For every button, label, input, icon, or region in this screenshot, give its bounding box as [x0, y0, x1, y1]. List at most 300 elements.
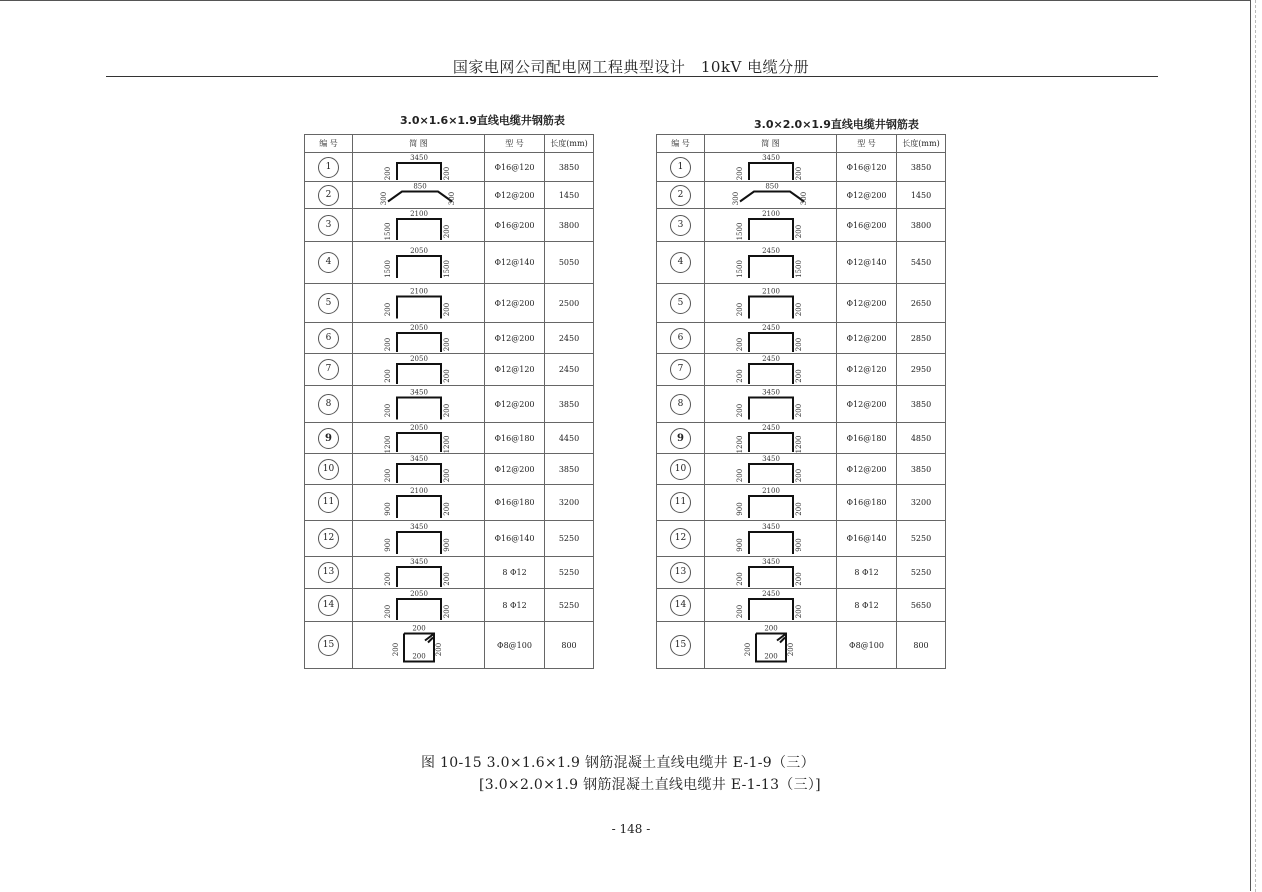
bar-number-circle: 1: [318, 157, 339, 178]
table-title-right: 3.0×2.0×1.9直线电缆井钢筋表: [754, 118, 919, 131]
cell-length: 2500: [545, 284, 594, 323]
dimension-label: 3450: [761, 388, 780, 396]
cell-spec: Φ12@120: [837, 354, 897, 386]
dimension-label: 1200: [794, 435, 803, 453]
dimension-label: 2450: [761, 589, 780, 598]
table-row: [657, 209, 946, 242]
rebar-sketch: [354, 285, 484, 322]
rebar-sketch: [354, 387, 484, 422]
table-row: [305, 521, 594, 557]
col-header-spec: 型 号: [485, 135, 545, 153]
cell-spec: Φ12@200: [485, 454, 545, 485]
cell-spec: Φ12@200: [837, 284, 897, 323]
rebar-sketch: [354, 324, 484, 353]
dimension-label: 200: [442, 368, 451, 383]
cell-number: [657, 423, 705, 454]
dimension-label: 3450: [409, 557, 428, 566]
dimension-label: 2100: [409, 486, 428, 495]
cell-number: [305, 485, 353, 521]
cell-number: [305, 182, 353, 209]
figure-caption-line2: [3.0×2.0×1.9 钢筋混凝土直线电缆井 E-1-13（三）]: [479, 777, 821, 793]
dimension-label: 850: [412, 182, 427, 190]
bar-number-circle: 15: [318, 635, 339, 656]
cell-number: [657, 182, 705, 209]
cell-length: 3800: [545, 209, 594, 242]
col-header-sketch: 简 图: [353, 135, 485, 153]
dimension-label: 3450: [409, 454, 428, 463]
rebar-sketch: [354, 355, 484, 385]
rebar-sketch: [354, 210, 484, 241]
dimension-label: 200: [794, 368, 803, 383]
rebar-sketch: [706, 324, 836, 353]
rebar-shape-line: [397, 433, 441, 452]
bar-number-circle: 4: [318, 252, 339, 273]
col-header-no: 编 号: [657, 135, 705, 153]
cell-number: [657, 386, 705, 423]
dimension-label: 2100: [409, 287, 428, 295]
dimension-label: 200: [735, 403, 744, 417]
col-header-length: 长度(mm): [897, 135, 946, 153]
cell-sketch: [353, 589, 485, 622]
cell-spec: Φ12@200: [837, 182, 897, 209]
dimension-label: 3450: [761, 454, 780, 463]
cell-number: [657, 153, 705, 182]
dimension-label: 200: [794, 501, 803, 516]
cell-sketch: [705, 557, 837, 589]
table-row: [657, 557, 946, 589]
dimension-label: 200: [794, 468, 803, 482]
dimension-label: 200: [442, 166, 451, 180]
table-row: [657, 284, 946, 323]
cell-length: 800: [545, 622, 594, 669]
dimension-label: 1200: [735, 435, 744, 453]
dimension-label: 200: [743, 642, 752, 656]
dimension-label: 900: [383, 537, 392, 552]
cell-spec: Φ12@120: [485, 354, 545, 386]
rebar-sketch: [706, 486, 836, 520]
rebar-shape-line: [397, 333, 441, 352]
cell-number: [305, 423, 353, 454]
bar-number-circle: 7: [670, 359, 691, 380]
rebar-shape-line: [749, 397, 793, 419]
dimension-label: 200: [383, 571, 392, 586]
cell-spec: Φ16@140: [837, 521, 897, 557]
dimension-label: 200: [735, 468, 744, 482]
rebar-shape-line: [397, 599, 441, 620]
cell-number: [305, 622, 353, 669]
rebar-shape-line: [397, 163, 441, 180]
cell-sketch: [353, 323, 485, 354]
dimension-label: 200: [383, 604, 392, 618]
cell-sketch: [353, 423, 485, 454]
table-row: [305, 386, 594, 423]
bar-number-circle: 8: [670, 394, 691, 415]
dimension-label: 200: [442, 403, 451, 417]
cell-sketch: [353, 485, 485, 521]
dimension-label: 900: [794, 537, 803, 552]
dimension-label: 200: [735, 337, 744, 351]
table-row: [657, 521, 946, 557]
cell-sketch: [353, 242, 485, 284]
cell-length: 3200: [545, 485, 594, 521]
col-header-no: 编 号: [305, 135, 353, 153]
header-rule: [106, 76, 1158, 77]
bar-number-circle: 7: [318, 359, 339, 380]
dimension-label: 200: [794, 604, 803, 618]
document-header: 国家电网公司配电网工程典型设计 10kV 电缆分册: [452, 58, 810, 76]
rebar-shape-line: [388, 191, 452, 201]
cell-number: [305, 454, 353, 485]
dimension-label: 200: [735, 166, 744, 180]
cell-length: 5250: [545, 521, 594, 557]
rebar-shape-line: [397, 496, 441, 518]
cell-length: 5450: [897, 242, 946, 284]
dimension-label: 3450: [409, 153, 428, 162]
table-row: [657, 622, 946, 669]
rebar-sketch: [354, 424, 484, 453]
cell-sketch: [705, 454, 837, 485]
bar-number-circle: 1: [670, 157, 691, 178]
cell-number: [657, 622, 705, 669]
cell-sketch: [353, 209, 485, 242]
table-row: [657, 323, 946, 354]
dimension-label: 200: [794, 302, 803, 316]
bar-number-circle: 9: [318, 428, 339, 449]
binding-dashed-line: [1255, 0, 1256, 892]
dimension-label: 3450: [761, 522, 780, 531]
dimension-label: 1500: [383, 259, 392, 278]
table-row: [305, 323, 594, 354]
rebar-sketch: [354, 558, 484, 588]
dimension-label: 200: [383, 166, 392, 180]
dimension-label: 200: [794, 224, 803, 238]
bar-number-circle: 13: [318, 562, 339, 583]
cell-number: [657, 557, 705, 589]
cell-length: 3850: [897, 386, 946, 423]
rebar-sketch: [706, 183, 836, 208]
cell-spec: Φ16@200: [485, 209, 545, 242]
cell-number: [657, 485, 705, 521]
table-row: [657, 386, 946, 423]
table-row: [305, 182, 594, 209]
rebar-table-left: [304, 134, 594, 669]
table-row: [305, 622, 594, 669]
rebar-sketch: [706, 522, 836, 556]
rebar-sketch: [354, 486, 484, 520]
cell-spec: Φ12@200: [485, 386, 545, 423]
cell-length: 4850: [897, 423, 946, 454]
cell-spec: 8 Φ12: [837, 589, 897, 622]
table-row: [305, 423, 594, 454]
rebar-shape-line: [749, 567, 793, 587]
cell-spec: Φ12@200: [837, 386, 897, 423]
table-header-row: [305, 135, 594, 153]
rebar-sketch: [354, 243, 484, 283]
rebar-sketch: [706, 285, 836, 322]
bar-number-circle: 6: [318, 328, 339, 349]
dimension-label: 1500: [735, 259, 744, 278]
cell-spec: Φ8@100: [485, 622, 545, 669]
cell-spec: Φ12@140: [485, 242, 545, 284]
table-row: [657, 242, 946, 284]
dimension-label: 200: [763, 652, 778, 660]
rebar-shape-line: [749, 532, 793, 554]
table-row: [657, 485, 946, 521]
rebar-shape-line: [749, 163, 793, 180]
table-row: [657, 153, 946, 182]
cell-sketch: [353, 153, 485, 182]
table-row: [657, 423, 946, 454]
dimension-label: 200: [442, 224, 451, 238]
dimension-label: 200: [383, 368, 392, 383]
bar-number-circle: 12: [670, 528, 691, 549]
cell-sketch: [353, 182, 485, 209]
bar-number-circle: 12: [318, 528, 339, 549]
table-row: [305, 153, 594, 182]
cell-length: 5250: [897, 521, 946, 557]
dimension-label: 200: [442, 337, 451, 351]
cell-spec: Φ16@180: [837, 485, 897, 521]
cell-number: [305, 386, 353, 423]
dimension-label: 200: [442, 571, 451, 586]
cell-number: [305, 284, 353, 323]
dimension-label: 3450: [761, 557, 780, 566]
cell-sketch: [705, 284, 837, 323]
cell-length: 2450: [545, 354, 594, 386]
col-header-spec: 型 号: [837, 135, 897, 153]
rebar-sketch: [354, 522, 484, 556]
cell-sketch: [353, 354, 485, 386]
cell-length: 1450: [897, 182, 946, 209]
table-row: [305, 354, 594, 386]
rebar-shape-line: [749, 464, 793, 483]
cell-spec: 8 Φ12: [485, 589, 545, 622]
rebar-shape-line: [397, 219, 441, 240]
cell-number: [305, 242, 353, 284]
cell-length: 1450: [545, 182, 594, 209]
cell-sketch: [705, 242, 837, 284]
rebar-shape-line: [749, 496, 793, 518]
cell-sketch: [705, 182, 837, 209]
cell-length: 3850: [545, 454, 594, 485]
cell-spec: Φ16@180: [837, 423, 897, 454]
dimension-label: 200: [735, 571, 744, 586]
rebar-sketch: [706, 590, 836, 621]
cell-spec: Φ12@200: [485, 182, 545, 209]
rebar-shape-line: [397, 532, 441, 554]
dimension-label: 2450: [761, 246, 780, 255]
rebar-sketch: [706, 455, 836, 484]
dimension-label: 1500: [442, 259, 451, 278]
dimension-label: 200: [735, 604, 744, 618]
bar-number-circle: 15: [670, 635, 691, 656]
dimension-label: 2050: [409, 246, 428, 255]
rebar-shape-line: [749, 256, 793, 278]
table-title-left: 3.0×1.6×1.9直线电缆井钢筋表: [400, 114, 565, 127]
dimension-label: 200: [383, 302, 392, 316]
rebar-sketch: [706, 387, 836, 422]
rebar-shape-line: [749, 219, 793, 240]
cell-number: [305, 323, 353, 354]
dimension-label: 3450: [409, 522, 428, 531]
rebar-sketch: [706, 243, 836, 283]
cell-number: [305, 153, 353, 182]
cell-spec: Φ12@200: [485, 284, 545, 323]
bar-number-circle: 9: [670, 428, 691, 449]
cell-length: 2650: [897, 284, 946, 323]
cell-spec: Φ12@200: [485, 323, 545, 354]
cell-length: 5250: [545, 589, 594, 622]
dimension-label: 200: [794, 337, 803, 351]
cell-number: [657, 284, 705, 323]
dimension-label: 1500: [383, 222, 392, 240]
cell-sketch: [353, 557, 485, 589]
cell-length: 3850: [897, 153, 946, 182]
bar-number-circle: 3: [670, 215, 691, 236]
cell-spec: Φ8@100: [837, 622, 897, 669]
dimension-label: 3450: [409, 388, 428, 396]
rebar-shape-line: [749, 599, 793, 620]
cell-length: 3850: [897, 454, 946, 485]
cell-spec: Φ16@180: [485, 485, 545, 521]
dimension-label: 200: [735, 302, 744, 316]
rebar-shape-line: [397, 296, 441, 318]
col-header-length: 长度(mm): [545, 135, 594, 153]
dimension-label: 200: [411, 624, 426, 632]
dimension-label: 200: [411, 652, 426, 660]
cell-length: 800: [897, 622, 946, 669]
rebar-sketch: [706, 558, 836, 588]
table-row: [305, 485, 594, 521]
cell-length: 5050: [545, 242, 594, 284]
cell-sketch: [705, 521, 837, 557]
table-row: [305, 589, 594, 622]
cell-number: [657, 521, 705, 557]
dimension-label: 900: [383, 501, 392, 516]
cell-sketch: [353, 284, 485, 323]
dimension-label: 200: [442, 604, 451, 618]
bar-number-circle: 6: [670, 328, 691, 349]
dimension-label: 900: [735, 501, 744, 516]
cell-spec: Φ16@180: [485, 423, 545, 454]
cell-sketch: [705, 589, 837, 622]
dimension-label: 2100: [761, 209, 780, 218]
bar-number-circle: 5: [670, 293, 691, 314]
dimension-label: 2450: [761, 423, 780, 432]
rebar-sketch: [706, 355, 836, 385]
rebar-sketch: [706, 154, 836, 181]
dimension-label: 200: [434, 642, 443, 656]
cell-spec: 8 Φ12: [485, 557, 545, 589]
bar-number-circle: 10: [670, 459, 691, 480]
cell-spec: Φ12@200: [837, 323, 897, 354]
cell-sketch: [705, 323, 837, 354]
dimension-label: 200: [735, 368, 744, 383]
rebar-sketch: [354, 183, 484, 208]
dimension-label: 200: [383, 403, 392, 417]
table-row: [657, 182, 946, 209]
cell-length: 3850: [545, 386, 594, 423]
cell-sketch: [353, 622, 485, 669]
cell-sketch: [705, 209, 837, 242]
bar-number-circle: 5: [318, 293, 339, 314]
cell-number: [657, 589, 705, 622]
cell-sketch: [353, 386, 485, 423]
rebar-sketch: [706, 623, 836, 668]
dimension-label: 200: [442, 468, 451, 482]
cell-number: [305, 589, 353, 622]
table-row: [657, 454, 946, 485]
dimension-label: 200: [794, 571, 803, 586]
cell-number: [657, 323, 705, 354]
table-header-row: [657, 135, 946, 153]
cell-length: 4450: [545, 423, 594, 454]
cell-spec: Φ16@200: [837, 209, 897, 242]
dimension-label: 300: [799, 191, 808, 205]
figure-caption-line1: 图 10-15 3.0×1.6×1.9 钢筋混凝土直线电缆井 E-1-9（三）: [421, 755, 815, 771]
cell-spec: Φ12@200: [837, 454, 897, 485]
dimension-label: 1500: [735, 222, 744, 240]
cell-spec: Φ12@140: [837, 242, 897, 284]
rebar-sketch: [706, 210, 836, 241]
bar-number-circle: 3: [318, 215, 339, 236]
cell-sketch: [705, 423, 837, 454]
dimension-label: 2050: [409, 589, 428, 598]
table-row: [657, 589, 946, 622]
cell-length: 3850: [545, 153, 594, 182]
dimension-label: 200: [794, 166, 803, 180]
cell-number: [305, 354, 353, 386]
cell-sketch: [353, 521, 485, 557]
dimension-label: 200: [763, 624, 778, 632]
cell-sketch: [705, 622, 837, 669]
dimension-label: 2450: [761, 323, 780, 332]
table-row: [657, 354, 946, 386]
dimension-label: 1200: [383, 435, 392, 453]
rebar-shape-line: [749, 433, 793, 452]
cell-length: 5250: [897, 557, 946, 589]
bar-number-circle: 11: [318, 492, 339, 513]
dimension-label: 2450: [761, 354, 780, 363]
cell-length: 5250: [545, 557, 594, 589]
cell-spec: Φ16@120: [837, 153, 897, 182]
table-row: [305, 454, 594, 485]
col-header-sketch: 简 图: [705, 135, 837, 153]
rebar-table-right: [656, 134, 946, 669]
dimension-label: 2100: [761, 287, 780, 295]
rebar-shape-line: [749, 296, 793, 318]
dimension-label: 2100: [409, 209, 428, 218]
cell-spec: Φ16@120: [485, 153, 545, 182]
rebar-shape-line: [397, 567, 441, 587]
dimension-label: 1200: [442, 435, 451, 453]
rebar-sketch: [354, 590, 484, 621]
table-row: [305, 557, 594, 589]
dimension-label: 2100: [761, 486, 780, 495]
cell-sketch: [705, 386, 837, 423]
cell-length: 3800: [897, 209, 946, 242]
bar-number-circle: 4: [670, 252, 691, 273]
rebar-sketch: [354, 455, 484, 484]
table-row: [305, 242, 594, 284]
rebar-sketch: [354, 623, 484, 668]
rebar-sketch: [354, 154, 484, 181]
cell-sketch: [353, 454, 485, 485]
dimension-label: 200: [786, 642, 795, 656]
cell-number: [657, 209, 705, 242]
dimension-label: 200: [442, 302, 451, 316]
rebar-sketch: [706, 424, 836, 453]
